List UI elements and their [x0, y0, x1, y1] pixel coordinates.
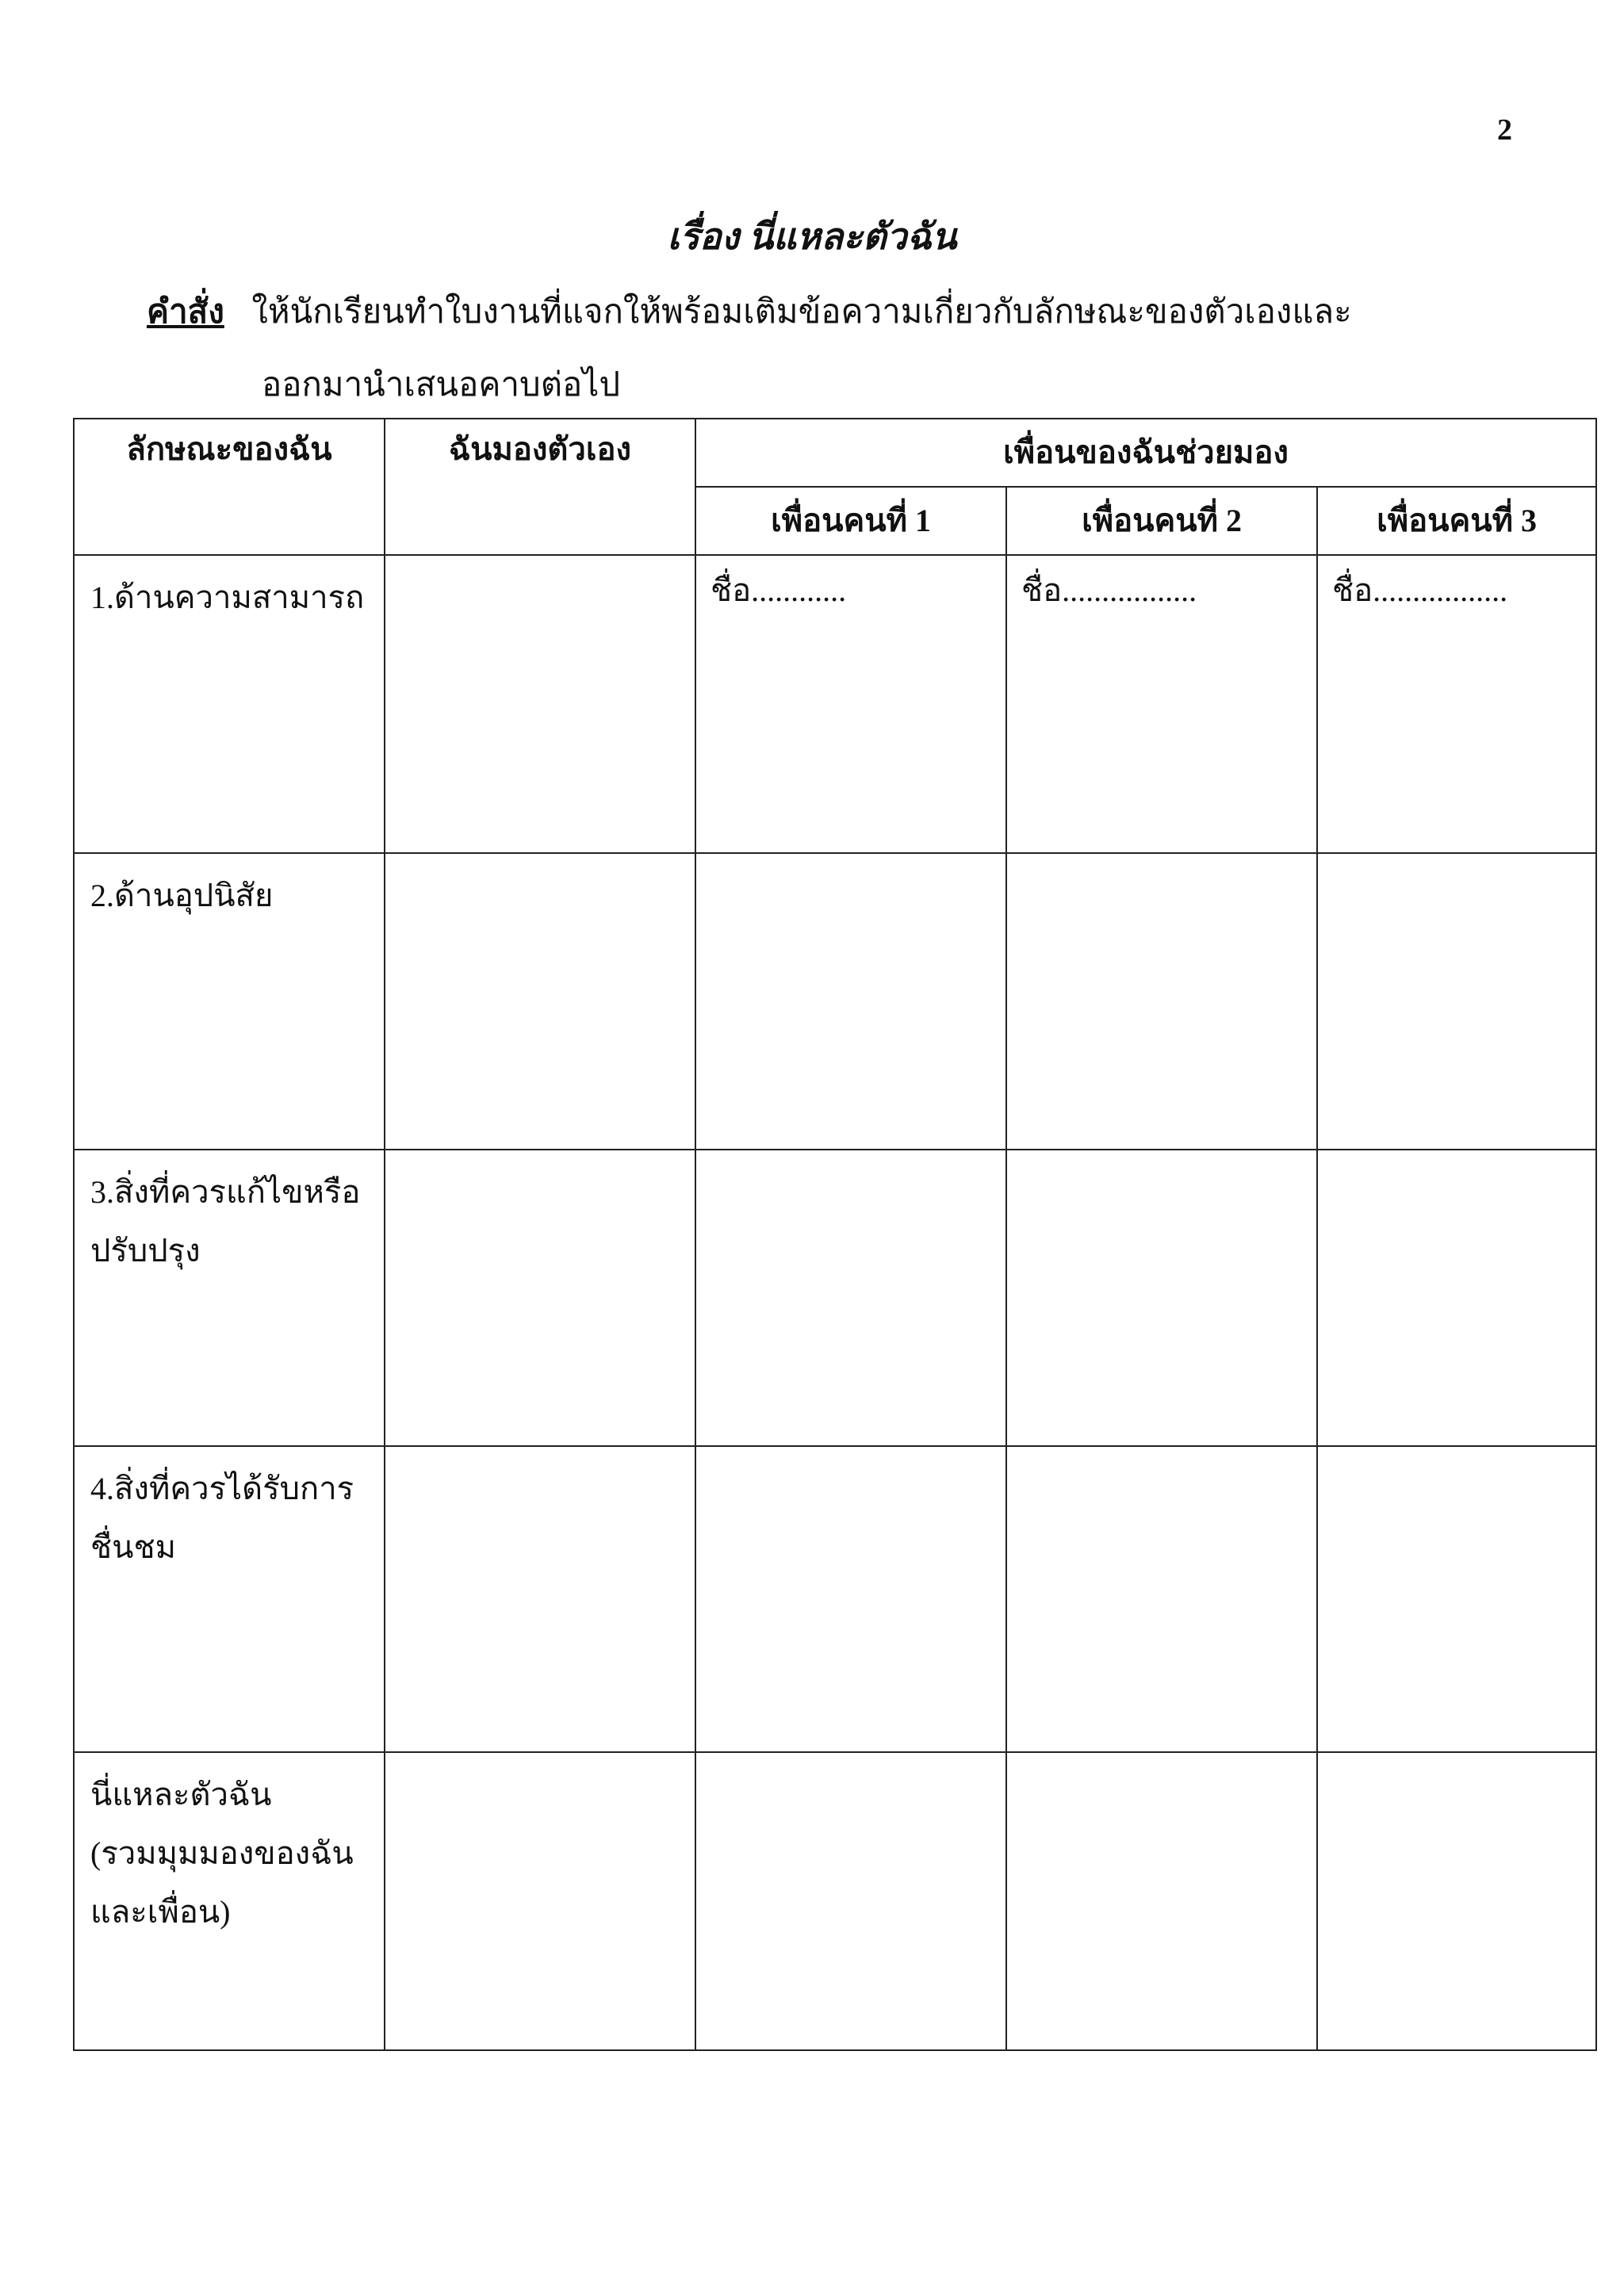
row-label-praise — [74, 1446, 385, 1752]
self-view-cell[interactable] — [385, 853, 695, 1150]
self-view-cell[interactable] — [385, 1446, 695, 1752]
header-friend-1: เพื่อนคนที่ 1 — [695, 487, 1006, 555]
header-self-view: ฉันมองตัวเอง — [385, 419, 695, 555]
instruction-label: คำสั่ง — [147, 294, 224, 331]
header-row — [74, 419, 1596, 487]
row-label-line: 1.ด้านความสามารถ — [90, 580, 365, 615]
table-row — [74, 555, 1596, 853]
row-label-line: 3.สิ่งที่ควรแก้ไขหรือ — [90, 1174, 361, 1210]
friend-1-name-field[interactable]: ชื่อ............ — [695, 555, 1006, 853]
page-number: 2 — [1497, 113, 1512, 147]
friend-1-cell[interactable] — [695, 853, 1006, 1150]
friend-3-cell[interactable] — [1317, 1150, 1596, 1446]
row-label-improve — [74, 1150, 385, 1446]
row-label-ability — [74, 555, 385, 853]
row-label-line: ปรับปรุง — [90, 1233, 201, 1269]
table-row — [74, 1150, 1596, 1446]
row-label-line: และเพื่อน) — [90, 1894, 231, 1930]
self-view-cell[interactable] — [385, 1150, 695, 1446]
friend-1-cell[interactable] — [695, 1752, 1006, 2050]
header-friend-2: เพื่อนคนที่ 2 — [1006, 487, 1317, 555]
worksheet-title: เรื่อง นี่แหละตัวฉัน — [667, 216, 957, 257]
friend-3-cell[interactable] — [1317, 853, 1596, 1150]
friend-3-cell[interactable] — [1317, 1446, 1596, 1752]
self-view-cell[interactable] — [385, 555, 695, 853]
row-label-line: นี่แหละตัวฉัน — [90, 1777, 272, 1812]
row-label-summary — [74, 1752, 385, 2050]
worksheet-table — [73, 418, 1597, 2051]
row-label-line: (รวมมุมมองของฉัน — [90, 1835, 354, 1871]
row-label-habits — [74, 853, 385, 1150]
friend-2-cell[interactable] — [1006, 1150, 1317, 1446]
row-label-line: 4.สิ่งที่ควรได้รับการชื่นชม — [90, 1471, 354, 1565]
instruction-text-line2: ออกมานำเสนอคาบต่อไป — [262, 367, 620, 404]
instruction-text-line1: ให้นักเรียนทำใบงานที่แจกให้พร้อมเติมข้อความเกี่ยวกับลักษณะของตัวเองและ — [251, 294, 1352, 331]
row-label-line: 2.ด้านอุปนิสัย — [90, 878, 274, 913]
friend-3-name-field[interactable]: ชื่อ................. — [1317, 555, 1596, 853]
header-friend-3: เพื่อนคนที่ 3 — [1317, 487, 1596, 555]
friend-3-cell[interactable] — [1317, 1752, 1596, 2050]
friend-2-name-field[interactable]: ชื่อ................. — [1006, 555, 1317, 853]
friend-2-cell[interactable] — [1006, 1446, 1317, 1752]
table-row — [74, 1446, 1596, 1752]
friend-1-cell[interactable] — [695, 1150, 1006, 1446]
instruction — [147, 285, 1352, 338]
header-trait: ลักษณะของฉัน — [74, 419, 385, 555]
friend-2-cell[interactable] — [1006, 853, 1317, 1150]
table-row — [74, 853, 1596, 1150]
table-row — [74, 1752, 1596, 2050]
friend-2-cell[interactable] — [1006, 1752, 1317, 2050]
header-friends-view: เพื่อนของฉันช่วยมอง — [695, 419, 1596, 487]
self-view-cell[interactable] — [385, 1752, 695, 2050]
friend-1-cell[interactable] — [695, 1446, 1006, 1752]
